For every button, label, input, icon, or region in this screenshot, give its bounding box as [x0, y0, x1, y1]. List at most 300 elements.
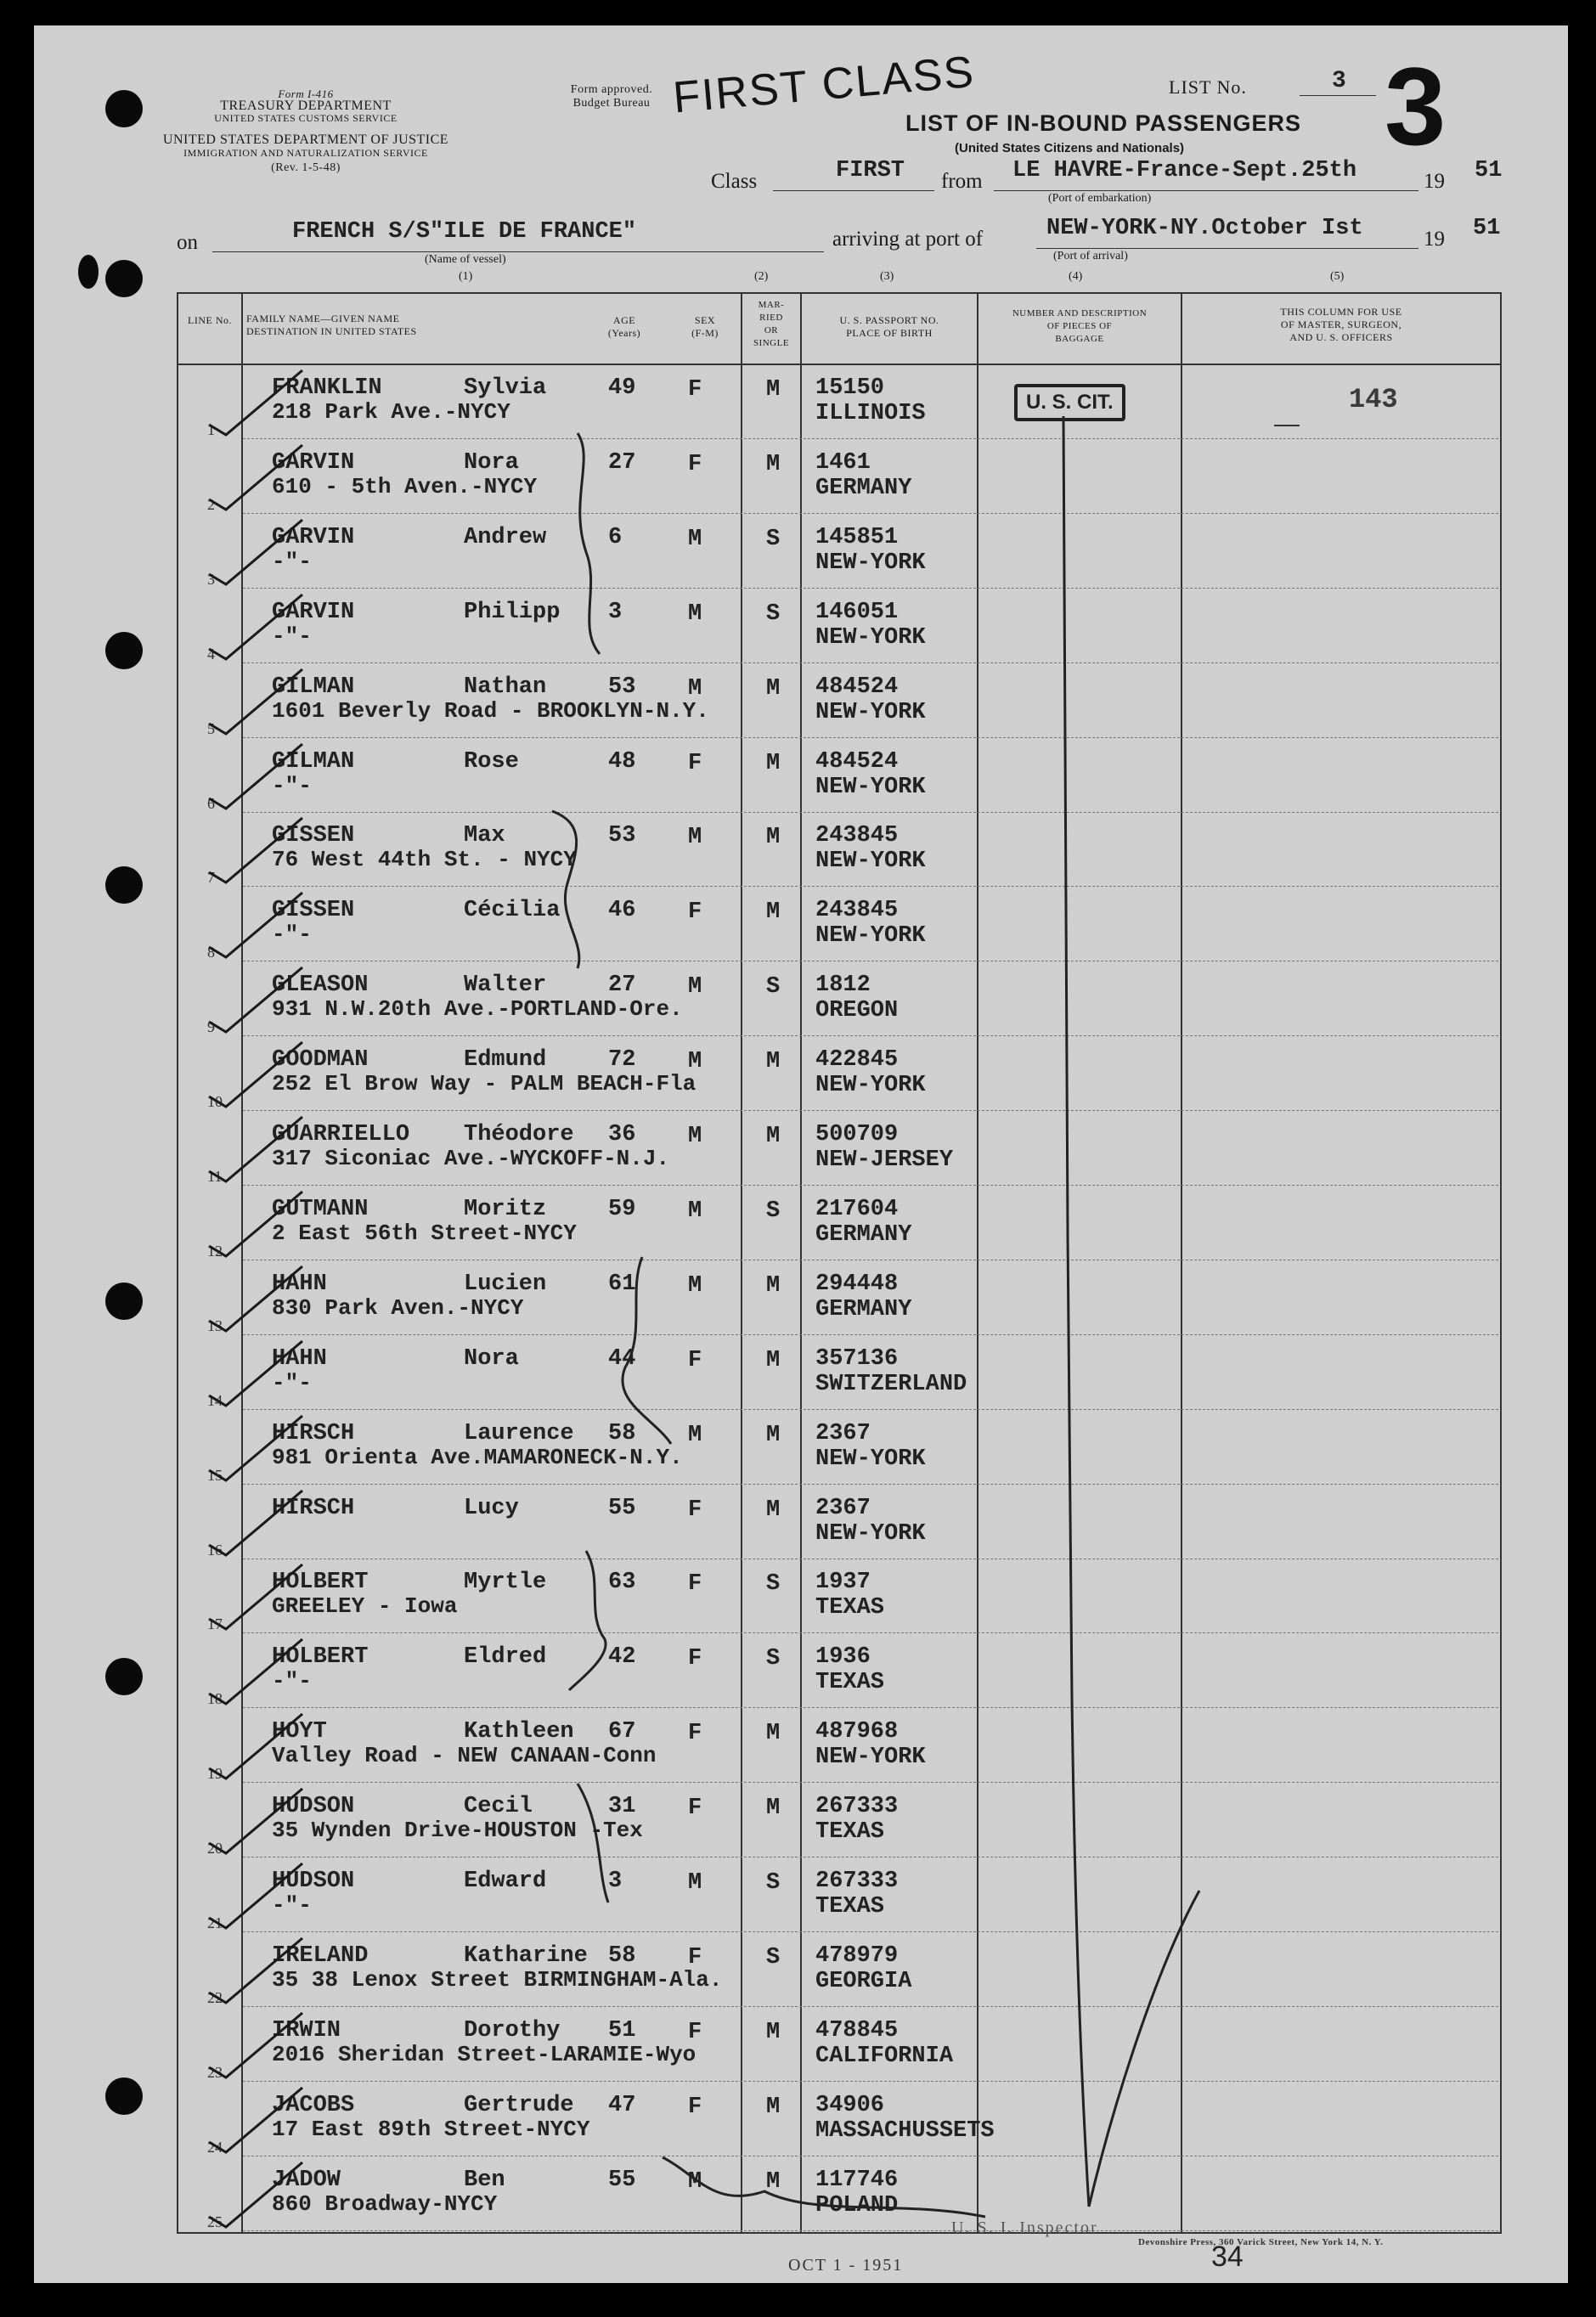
given-name: Ben: [464, 2167, 505, 2193]
check-mark: [200, 1709, 319, 1785]
table-row: [0, 515, 1596, 589]
destination: 2016 Sheridan Street-LARAMIE-Wyo: [272, 2041, 696, 2067]
inspector-caption: U. S. I. Inspector: [951, 2218, 1098, 2237]
given-name: Nathan: [464, 674, 547, 700]
sex: M: [688, 1422, 702, 1448]
sex: M: [688, 974, 702, 1001]
form-number: Form I-416: [278, 87, 334, 100]
family-name: HUDSON: [272, 1794, 355, 1820]
row-divider: [243, 2081, 1498, 2082]
age: 55: [608, 1495, 636, 1521]
row-divider: [243, 1931, 1498, 1932]
table-row: [0, 1187, 1596, 1261]
married-single: S: [766, 1870, 781, 1896]
given-name: Philipp: [464, 599, 561, 625]
destination: 830 Park Aven.-NYCY: [272, 1294, 524, 1321]
family-name: GLEASON: [272, 972, 369, 999]
given-name: Dorothy: [464, 2017, 561, 2044]
married-single: M: [766, 1422, 781, 1448]
given-name: Myrtle: [464, 1570, 547, 1596]
row-divider: [243, 1484, 1498, 1485]
port-arrival-caption: (Port of arrival): [1053, 250, 1128, 262]
destination: 17 East 89th Street-NYCY: [272, 2116, 590, 2142]
vessel-name: FRENCH S/S"ILE DE FRANCE": [292, 219, 637, 245]
check-mark: [200, 1112, 319, 1188]
check-mark: [200, 1858, 319, 1935]
destination: 76 West 44th St. - NYCY: [272, 847, 577, 873]
treasury-dept: TREASURY DEPARTMENT: [220, 99, 392, 113]
passport-no: 294448: [815, 1271, 899, 1297]
given-name: Gertrude: [464, 2092, 574, 2118]
given-name: Eldred: [464, 1644, 547, 1671]
passport-no: 478845: [815, 2017, 899, 2044]
married-single: M: [766, 1049, 781, 1075]
table-row: [0, 739, 1596, 814]
vessel-caption: (Name of vessel): [425, 253, 506, 266]
given-name: Walter: [464, 972, 547, 999]
ins: IMMIGRATION AND NATURALIZATION SERVICE: [183, 147, 428, 159]
family-name: HIRSCH: [272, 1420, 355, 1446]
given-name: Nora: [464, 1345, 519, 1372]
given-name: Katharine: [464, 1942, 588, 1969]
col-header-officers: THIS COLUMN FOR USE OF MASTER, SURGEON, AND U. S. OFFICERS: [1280, 306, 1402, 343]
passport-no: 484524: [815, 748, 899, 775]
first-class-handwritten: FIRST CLASS: [671, 47, 978, 123]
married-single: M: [766, 825, 781, 851]
col-header-baggage: NUMBER AND DESCRIPTION OF PIECES OF BAGGAGE: [1012, 308, 1148, 344]
col-num-2: (2): [754, 270, 769, 283]
table-row: [0, 888, 1596, 962]
family-name: GARVIN: [272, 524, 355, 550]
age: 53: [608, 823, 636, 849]
check-mark: [200, 2008, 319, 2084]
family-name: GISSEN: [272, 898, 355, 924]
married-single: M: [766, 1124, 781, 1149]
table-row: [0, 1933, 1596, 2008]
married-single: M: [766, 899, 781, 926]
big-list-number: 3: [1385, 44, 1447, 168]
sex: M: [688, 2168, 702, 2195]
destination: 981 Orienta Ave.MAMARONECK-N.Y.: [272, 1444, 683, 1470]
table-row: [0, 1261, 1596, 1336]
line-number: 20: [207, 1840, 223, 1858]
year-prefix: 19: [1424, 170, 1445, 193]
passport-no: 243845: [815, 823, 899, 849]
check-mark: [200, 888, 319, 964]
line-number: 1: [207, 421, 215, 438]
budget-bureau: Budget Bureau: [572, 97, 651, 110]
passport-no: 2367: [815, 1495, 871, 1521]
family-name: GOODMAN: [272, 1047, 369, 1074]
age: 44: [608, 1345, 636, 1372]
place-of-birth: NEW-YORK: [815, 774, 926, 800]
line-number: 12: [207, 1242, 223, 1260]
table-row: [0, 1858, 1596, 1933]
given-name: Moritz: [464, 1196, 547, 1222]
check-mark: [200, 1784, 319, 1860]
place-of-birth: GERMANY: [815, 475, 912, 501]
check-mark: [200, 1261, 319, 1338]
col-num-3: (3): [880, 270, 894, 283]
destination: 610 - 5th Aven.-NYCY: [272, 473, 538, 499]
given-name: Edmund: [464, 1047, 547, 1074]
married-single: M: [766, 750, 781, 776]
row-divider: [243, 1707, 1498, 1708]
destination: -"-: [272, 1369, 312, 1395]
row-divider: [243, 737, 1498, 738]
age: 55: [608, 2167, 636, 2193]
destination: 218 Park Ave.-NYCY: [272, 399, 510, 425]
line-number: 4: [207, 645, 215, 662]
age: 48: [608, 748, 636, 775]
arrival-underline: [1036, 248, 1418, 249]
destination: -"-: [272, 623, 312, 649]
age: 46: [608, 898, 636, 924]
age: 3: [608, 1869, 623, 1894]
check-mark: [200, 1485, 319, 1562]
class-underline: [773, 190, 934, 191]
sex: F: [688, 1571, 702, 1598]
place-of-birth: NEW-YORK: [815, 550, 926, 576]
col-num-5: (5): [1330, 270, 1345, 283]
married-single: M: [766, 1721, 781, 1747]
from-label: from: [941, 170, 983, 193]
married-single: M: [766, 1497, 781, 1523]
place-of-birth: TEXAS: [815, 1819, 885, 1846]
place-of-birth: GERMANY: [815, 1221, 912, 1248]
check-mark: [200, 365, 319, 442]
place-of-birth: NEW-YORK: [815, 848, 926, 875]
age: 31: [608, 1794, 636, 1820]
destination: 1601 Beverly Road - BROOKLYN-N.Y.: [272, 697, 709, 724]
family-name: FRANKLIN: [272, 375, 382, 401]
family-name: HOLBERT: [272, 1570, 369, 1596]
family-name: GARVIN: [272, 449, 355, 476]
col-header-sex: SEX (F-M): [691, 314, 719, 339]
married-single: M: [766, 1272, 781, 1299]
married-single: M: [766, 2019, 781, 2045]
passport-no: 500709: [815, 1122, 899, 1147]
officer-number: 143: [1349, 384, 1398, 415]
row-divider: [243, 662, 1498, 663]
punch-hole: [105, 90, 143, 127]
sex: F: [688, 2019, 702, 2045]
married-single: S: [766, 1944, 781, 1970]
given-name: Laurence: [464, 1420, 574, 1446]
given-name: Max: [464, 823, 505, 849]
date-stamp: OCT 1 - 1951: [788, 2256, 904, 2275]
sex: F: [688, 750, 702, 776]
given-name: Nora: [464, 449, 519, 476]
family-name: GUARRIELLO: [272, 1122, 410, 1147]
family-name: IRELAND: [272, 1942, 369, 1969]
place-of-birth: MASSACHUSSETS: [815, 2117, 995, 2144]
age: 51: [608, 2017, 636, 2044]
list-title: LIST OF IN-BOUND PASSENGERS: [905, 110, 1302, 136]
sex: F: [688, 899, 702, 926]
passport-no: 267333: [815, 1869, 899, 1894]
passport-no: 243845: [815, 898, 899, 924]
row-divider: [243, 1035, 1498, 1036]
married-single: M: [766, 1796, 781, 1822]
age: 27: [608, 972, 636, 999]
row-divider: [243, 1857, 1498, 1858]
line-number: 8: [207, 944, 215, 961]
sex: M: [688, 825, 702, 851]
arriving-label: arriving at port of: [832, 228, 984, 251]
passport-no: 117746: [815, 2167, 899, 2193]
line-number: 24: [207, 2138, 223, 2156]
sex: F: [688, 1347, 702, 1373]
destination: -"-: [272, 1668, 312, 1694]
destination: GREELEY - Iowa: [272, 1593, 458, 1620]
us-citizen-stamp: U. S. CIT.: [1014, 384, 1125, 421]
place-of-birth: ILLINOIS: [815, 401, 926, 426]
sex: M: [688, 1198, 702, 1224]
passport-no: 478979: [815, 1942, 899, 1969]
check-mark: [200, 589, 319, 666]
place-of-birth: TEXAS: [815, 1670, 885, 1696]
rev-date: (Rev. 1-5-48): [271, 161, 341, 174]
destination: 317 Siconiac Ave.-WYCKOFF-N.J.: [272, 1146, 670, 1171]
married-single: S: [766, 974, 781, 1001]
sex: F: [688, 451, 702, 477]
age: 49: [608, 375, 636, 401]
col-header-married: MAR- RIED OR SINGLE: [753, 300, 790, 348]
row-divider: [243, 1334, 1498, 1335]
destination: Valley Road - NEW CANAAN-Conn: [272, 1743, 657, 1769]
passport-no: 1461: [815, 449, 871, 476]
married-single: M: [766, 1347, 781, 1373]
passport-no: 146051: [815, 599, 899, 625]
given-name: Andrew: [464, 524, 547, 550]
check-mark: [200, 664, 319, 741]
line-number: 7: [207, 869, 215, 887]
family-name: GILMAN: [272, 674, 355, 700]
destination: -"-: [272, 772, 312, 798]
table-row: [0, 1634, 1596, 1709]
year-value: 51: [1475, 158, 1503, 183]
sex: M: [688, 1272, 702, 1299]
place-of-birth: GEORGIA: [815, 1968, 912, 1994]
family-name: HAHN: [272, 1345, 327, 1372]
line-number: 17: [207, 1615, 223, 1633]
given-name: Edward: [464, 1869, 547, 1894]
passport-no: 484524: [815, 674, 899, 700]
age: 58: [608, 1420, 636, 1446]
table-row: [0, 2157, 1596, 2232]
arrival-port: NEW-YORK-NY.October Ist: [1046, 216, 1363, 241]
sex: F: [688, 1497, 702, 1523]
family-name: HIRSCH: [272, 1495, 355, 1521]
passport-no: 34906: [815, 2092, 885, 2118]
given-name: Lucy: [464, 1495, 519, 1521]
place-of-birth: GERMANY: [815, 1296, 912, 1322]
family-name: JADOW: [272, 2167, 341, 2193]
age: 6: [608, 524, 623, 550]
family-name: GARVIN: [272, 599, 355, 625]
table-row: [0, 1784, 1596, 1858]
table-row: [0, 664, 1596, 739]
married-single: S: [766, 1198, 781, 1224]
line-number: 13: [207, 1316, 223, 1334]
family-name: GILMAN: [272, 748, 355, 775]
list-no-label: LIST No.: [1169, 76, 1247, 98]
sex: M: [688, 675, 702, 702]
check-mark: [200, 1037, 319, 1113]
place-of-birth: NEW-YORK: [815, 1073, 926, 1099]
from-value: LE HAVRE-France-Sept.25th: [1012, 158, 1357, 183]
vessel-underline: [212, 251, 824, 252]
married-single: S: [766, 526, 781, 552]
check-mark: [200, 1933, 319, 2010]
age: 58: [608, 1942, 636, 1969]
married-single: M: [766, 675, 781, 702]
age: 53: [608, 674, 636, 700]
line-number: 2: [207, 495, 215, 513]
place-of-birth: POLAND: [815, 2192, 899, 2218]
table-bottom-border: [177, 2232, 1502, 2234]
printer-line: Devonshire Press, 360 Varick Street, New York 14, N. Y.: [1138, 2237, 1384, 2247]
sex: M: [688, 1124, 702, 1149]
married-single: M: [766, 377, 781, 403]
place-of-birth: OREGON: [815, 998, 899, 1024]
row-divider: [243, 1632, 1498, 1633]
table-row: [0, 589, 1596, 664]
col-header-age: AGE (Years): [607, 314, 641, 339]
table-row: [0, 2083, 1596, 2157]
place-of-birth: NEW-YORK: [815, 624, 926, 651]
married-single: M: [766, 2168, 781, 2195]
row-divider: [243, 1409, 1498, 1410]
row-divider: [243, 2006, 1498, 2007]
age: 27: [608, 449, 636, 476]
form-approved: Form approved.: [570, 83, 653, 96]
list-subtitle: (United States Citizens and Nationals): [955, 141, 1185, 155]
page-count: 34: [1211, 2241, 1244, 2273]
row-divider: [243, 812, 1498, 813]
check-mark: [200, 1336, 319, 1412]
place-of-birth: NEW-YORK: [815, 923, 926, 950]
row-divider: [243, 588, 1498, 589]
passport-no: 422845: [815, 1047, 899, 1074]
sex: M: [688, 600, 702, 627]
col-header-name: FAMILY NAME—GIVEN NAME DESTINATION IN UNITED STATES: [246, 313, 417, 337]
class-value: FIRST: [836, 158, 905, 183]
table-row: [0, 1336, 1596, 1411]
line-number: 16: [207, 1541, 223, 1559]
place-of-birth: NEW-YORK: [815, 1745, 926, 1771]
passport-no: 1937: [815, 1570, 871, 1596]
check-mark: [200, 962, 319, 1039]
check-mark: [200, 1634, 319, 1711]
age: 61: [608, 1271, 636, 1297]
table-row: [0, 813, 1596, 888]
line-number: 10: [207, 1093, 223, 1111]
row-divider: [243, 886, 1498, 887]
sex: M: [688, 1049, 702, 1075]
line-number: 5: [207, 719, 215, 737]
age: 42: [608, 1644, 636, 1671]
destination: 35 Wynden Drive-HOUSTON -Tex: [272, 1818, 643, 1844]
line-number: 3: [207, 570, 215, 588]
passport-no: 15150: [815, 375, 885, 401]
check-mark: [200, 515, 319, 591]
col-header-line: LINE No.: [188, 314, 232, 326]
col-num-1: (1): [459, 270, 473, 283]
line-number: 23: [207, 2063, 223, 2081]
passport-no: 357136: [815, 1345, 899, 1372]
passport-no: 145851: [815, 524, 899, 550]
line-number: 9: [207, 1018, 215, 1036]
destination: -"-: [272, 548, 312, 574]
passport-no: 1936: [815, 1644, 871, 1671]
check-mark: [200, 440, 319, 516]
place-of-birth: NEW-YORK: [815, 1446, 926, 1472]
age: 36: [608, 1122, 636, 1147]
destination: 2 East 56th Street-NYCY: [272, 1220, 577, 1246]
line-number: 22: [207, 1988, 223, 2006]
age: 47: [608, 2092, 636, 2118]
family-name: HOLBERT: [272, 1644, 369, 1671]
place-of-birth: NEW-JERSEY: [815, 1147, 954, 1173]
married-single: S: [766, 600, 781, 627]
given-name: Cecil: [464, 1794, 533, 1820]
check-mark: [200, 1411, 319, 1487]
destination: 931 N.W.20th Ave.-PORTLAND-Ore.: [272, 996, 683, 1023]
row-divider: [243, 1110, 1498, 1111]
line-number: 19: [207, 1765, 223, 1783]
married-single: S: [766, 1571, 781, 1598]
given-name: Kathleen: [464, 1719, 574, 1745]
table-row: [0, 1037, 1596, 1112]
given-name: Cécilia: [464, 898, 561, 924]
age: 72: [608, 1047, 636, 1074]
married-single: M: [766, 451, 781, 477]
table-row: [0, 1485, 1596, 1560]
sex: M: [688, 1870, 702, 1896]
family-name: HUDSON: [272, 1869, 355, 1894]
destination: 860 Broadway-NYCY: [272, 2190, 498, 2217]
punch-hole: [105, 260, 143, 297]
line-number: 14: [207, 1391, 223, 1409]
place-of-birth: NEW-YORK: [815, 699, 926, 725]
given-name: Sylvia: [464, 375, 547, 401]
row-divider: [243, 2230, 1498, 2231]
table-row: [0, 1411, 1596, 1485]
place-of-birth: TEXAS: [815, 1595, 885, 1621]
place-of-birth: NEW-YORK: [815, 1520, 926, 1547]
line-number: 21: [207, 1914, 223, 1931]
family-name: GISSEN: [272, 823, 355, 849]
family-name: JACOBS: [272, 2092, 355, 2118]
place-of-birth: CALIFORNIA: [815, 2043, 954, 2069]
row-divider: [243, 513, 1498, 514]
list-no-value: 3: [1332, 68, 1346, 94]
sex: F: [688, 2094, 702, 2120]
sex: F: [688, 1721, 702, 1747]
age: 63: [608, 1570, 636, 1596]
punch-hole: [78, 255, 99, 289]
family-name: IRWIN: [272, 2017, 341, 2044]
doj: UNITED STATES DEPARTMENT OF JUSTICE: [162, 132, 449, 147]
passport-no: 267333: [815, 1794, 899, 1820]
check-mark: [200, 739, 319, 815]
destination: 252 El Brow Way - PALM BEACH-Fla: [272, 1071, 696, 1097]
line-number: 11: [207, 1168, 223, 1185]
table-top-border: [177, 292, 1502, 294]
passport-no: 217604: [815, 1196, 899, 1222]
